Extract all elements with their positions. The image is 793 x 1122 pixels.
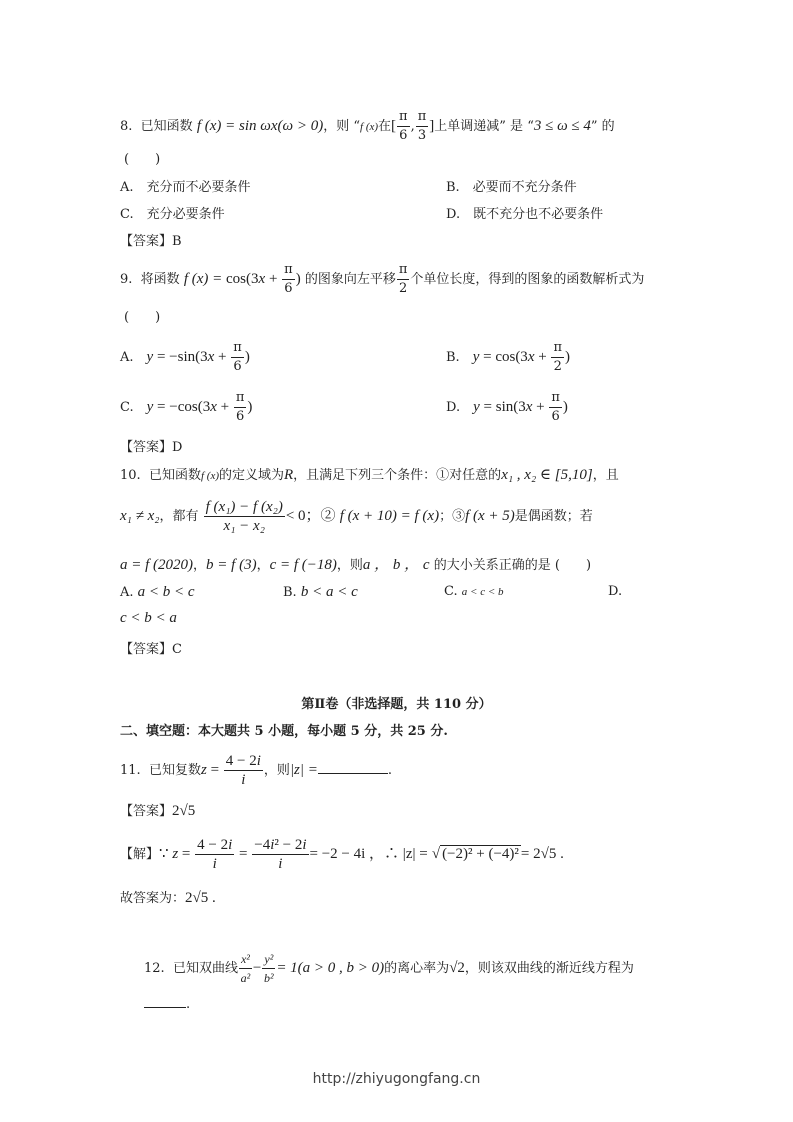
q8-option-c: C. 充分必要条件 (120, 207, 225, 222)
q12-stem: 12. 已知双曲线 $\frac{\text{x²}}{\text{a²}}$ − $\frac{\text{y²}}{\text{b²}}$ = 1(a > 0 , b > 0)的离心率为√2，则该双曲线的渐近线方程为 (144, 952, 634, 985)
q11-stem: 11. 已知复数z = $\frac{4 - 2i}{i}$ ，则|z| = . (120, 753, 393, 788)
q10-answer: 【答案】C (120, 642, 182, 657)
q8-paren: ( ) (124, 152, 161, 167)
q8-answer: 【答案】B (120, 234, 182, 249)
q10-option-d-label: D. (608, 584, 623, 599)
q8-option-d: D. 既不充分也不必要条件 (446, 207, 604, 222)
q9-paren: ( ) (124, 310, 161, 325)
q9-option-c: C. y = −cos(3x + $\frac{\pi}{6}$ ) (120, 390, 253, 424)
q10-option-c: C. a < c < b (444, 584, 504, 599)
q11-answer: 【答案】2√5 (120, 803, 196, 819)
q9-option-b: B. y = cos(3x + $\frac{\pi}{2}$ ) (446, 340, 570, 374)
q10-stem-line2: x₁ ≠ x₂，都有 $\frac{\text{f (x₁) − f (x₂)}}{\text{x₁ − x₂}}$ < 0；② f (x + 10) = f (x)；③f (x + 5)是偶函数；若 (120, 499, 593, 534)
footer-url[interactable]: http://zhiyugongfang.cn (312, 1071, 481, 1087)
q9-option-a: A. y = −sin(3x + $\frac{\pi}{6}$ ) (120, 340, 250, 374)
section-title: 第Ⅱ卷（非选择题，共 110 分） (301, 697, 492, 712)
q10-stem-line3: a = f (2020)，b = f (3)，c = f (−18)，则a ， b ， c 的大小关系正确的是 ( ) (120, 557, 592, 573)
q11-solution: 【解】∵ z = $\frac{4 - 2i}{i}$ = $\frac{\text{−4i² − 2i}}{i}$ = −2 − 4i ，∴ |z| = √ (−2)² + (−4)² = 2√5 . (120, 837, 564, 872)
q9-stem: 9. 将函数 f (x) = cos(3x + $\frac{\pi}{6}$ ) 的图象向左平移 $\frac{\pi}{2}$ 个单位长度，得到的图象的函数解析式为 (120, 262, 645, 296)
q8-stem: 8. 已知函数 f (x) = sin ωx(ω > 0)，则 “f (x)在[ $\frac{\pi}{6}$ , $\frac{\pi}{3}$ ]上单调递减” 是 “3 ≤ ω ≤ 4” 的 (120, 109, 615, 143)
q10-stem-line1: 10. 已知函数f (x)的定义域为R，且满足下列三个条件：①对任意的x₁ , x₂ ∈ [5,10]，且 (120, 467, 619, 483)
section-heading: 二、填空题：本大题共 5 小题，每小题 5 分，共 25 分. (120, 724, 448, 739)
q8-option-b: B. 必要而不充分条件 (446, 180, 577, 195)
q8-option-a: A. 充分而不必要条件 (120, 180, 251, 195)
q9-option-d: D. y = sin(3x + $\frac{\pi}{6}$ ) (446, 390, 568, 424)
q12-blank: . (144, 995, 190, 1012)
q9-answer: 【答案】D (120, 440, 183, 455)
q10-option-a: A. a < b < c (120, 584, 195, 600)
q11-final: 故答案为：2√5 . (120, 890, 216, 906)
q10-option-b: B. b < a < c (283, 584, 358, 600)
q10-option-d: c < b < a (120, 610, 177, 626)
